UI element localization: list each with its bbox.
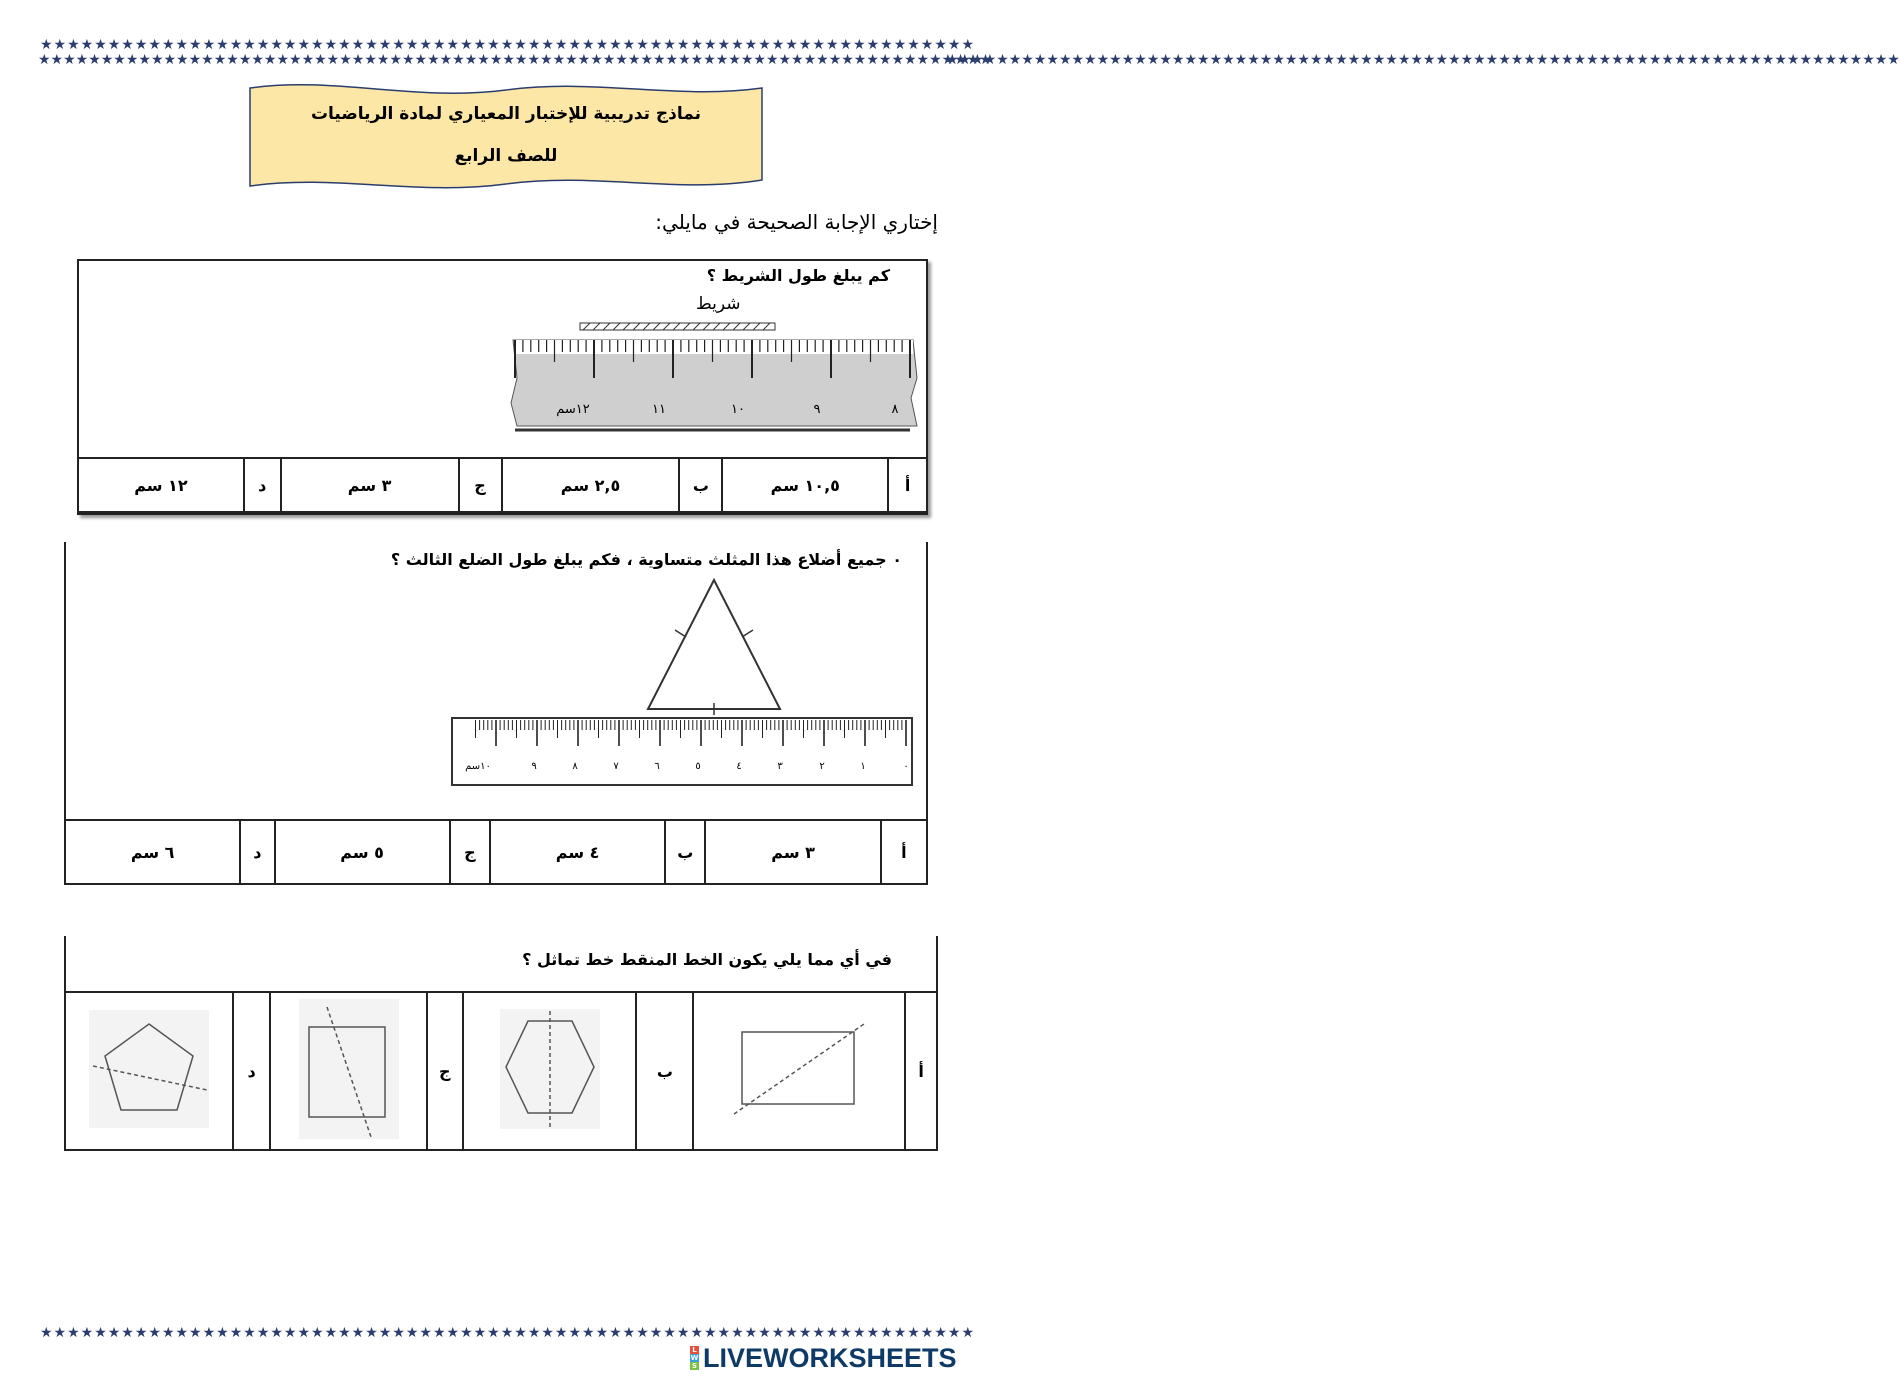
r2-label-1: ١ (860, 761, 866, 772)
r2-label-6: ٦ (654, 761, 660, 772)
square-slanted-figure (299, 999, 399, 1139)
option-value-c[interactable]: ٣ سم (281, 458, 459, 512)
question-3-right-border (936, 936, 938, 992)
r2-label-4: ٤ (736, 761, 742, 772)
tape-label: شريط (696, 294, 741, 314)
instruction-text: إختاري الإجابة الصحيحة في مايلي: (655, 210, 938, 234)
option-value-d[interactable]: ٦ سم (65, 820, 240, 884)
option-value-c[interactable]: ٥ سم (275, 820, 450, 884)
r2-label-0: ٠ (903, 761, 909, 772)
pentagon-slanted-figure (89, 1010, 209, 1128)
option-value-b[interactable]: ٢,٥ سم (502, 458, 680, 512)
r2-label-10: ١٠سم (465, 761, 491, 772)
option-letter-a: أ (905, 992, 937, 1150)
r2-label-3: ٣ (777, 761, 783, 772)
r2-label-8: ٨ (572, 761, 578, 772)
ruler-label-8: ٨ (891, 402, 899, 417)
question-3-options (64, 991, 938, 1151)
star-border-bottom: ★★★★★★★★★★★★★★★★★★★★★★★★★★★★★★★★★★★★★★★★★★★★★★★★★★★★★★★★★★★★★★★★★★★★★ (40, 1325, 976, 1341)
option-value-d[interactable]: ١٢ سم (78, 458, 244, 512)
option-value-b[interactable]: ٤ سم (490, 820, 665, 884)
star-border-top: ★★★★★★★★★★★★★★★★★★★★★★★★★★★★★★★★★★★★★★★★★★★★★★★★★★★★★★★★★★★★★★★★★★★★★ (40, 37, 976, 53)
ruler-label-10: ١٠ (731, 402, 745, 417)
question-2-options (64, 819, 928, 885)
tape-ruler-figure (505, 318, 925, 438)
option-letter-a: أ (881, 820, 927, 884)
option-letter-b: ب (636, 992, 693, 1150)
title-line-2: للصف الرابع (454, 146, 558, 166)
question-2-right-border (926, 542, 928, 820)
rectangle-diagonal-figure (729, 1014, 869, 1124)
ruler-label-12: ١٢سم (556, 402, 590, 417)
option-letter-c: ج (427, 992, 463, 1150)
option-shape-b[interactable] (463, 992, 637, 1150)
banner-shape (246, 80, 766, 195)
liveworksheets-watermark (690, 1342, 957, 1373)
watermark-text: LIVEWORKSHEETS (703, 1342, 957, 1373)
r2-label-7: ٧ (613, 761, 619, 772)
option-letter-b: ب (665, 820, 705, 884)
star-border-left: ★★★★★★★★★★★★★★★★★★★★★★★★★★★★★★★★★★★★★★★★★★★★★★★★★★★★★★★★★★★★★★★★★★★★★★★★★★★★ (38, 52, 992, 68)
option-letter-b: ب (679, 458, 722, 512)
question-2-text: ٠ جميع أضلاع هذا المثلث متساوية ، فكم يبلغ طول الضلع الثالث ؟ (390, 550, 902, 569)
question-1-text: كم يبلغ طول الشريط ؟ (706, 266, 890, 285)
option-letter-d: د (244, 458, 281, 512)
ruler-label-9: ٩ (813, 402, 821, 417)
option-shape-d[interactable] (65, 992, 233, 1150)
title-banner (246, 80, 766, 195)
option-letter-c: ج (459, 458, 502, 512)
option-letter-a: أ (888, 458, 927, 512)
option-letter-d: د (240, 820, 274, 884)
option-letter-c: ج (450, 820, 490, 884)
liveworksheets-logo-icon: L W S (690, 1346, 699, 1370)
r2-label-9: ٩ (531, 761, 537, 772)
question-3-left-border (64, 936, 66, 992)
ruler-label-11: ١١ (652, 402, 666, 417)
option-shape-c[interactable] (270, 992, 426, 1150)
option-letter-d: د (233, 992, 270, 1150)
hexagon-vertical-figure (500, 1009, 600, 1129)
option-value-a[interactable]: ٣ سم (705, 820, 880, 884)
title-line-1: نماذج تدريبية للإختبار المعياري لمادة الرياضيات (310, 104, 702, 124)
star-border-right: ★★★★★★★★★★★★★★★★★★★★★★★★★★★★★★★★★★★★★★★★★★★★★★★★★★★★★★★★★★★★★★★★★★★★★★★★★★★★ (946, 52, 1900, 68)
question-3-text: في أي مما يلي يكون الخط المنقط خط تماثل ؟ (522, 950, 892, 969)
triangle-ruler-figure (450, 575, 915, 790)
option-value-a[interactable]: ١٠,٥ سم (722, 458, 888, 512)
question-2-left-border (64, 542, 66, 820)
r2-label-5: ٥ (695, 761, 701, 772)
question-1-options (77, 457, 928, 513)
equilateral-triangle (648, 580, 780, 709)
option-shape-a[interactable] (693, 992, 905, 1150)
r2-label-2: ٢ (819, 761, 825, 772)
